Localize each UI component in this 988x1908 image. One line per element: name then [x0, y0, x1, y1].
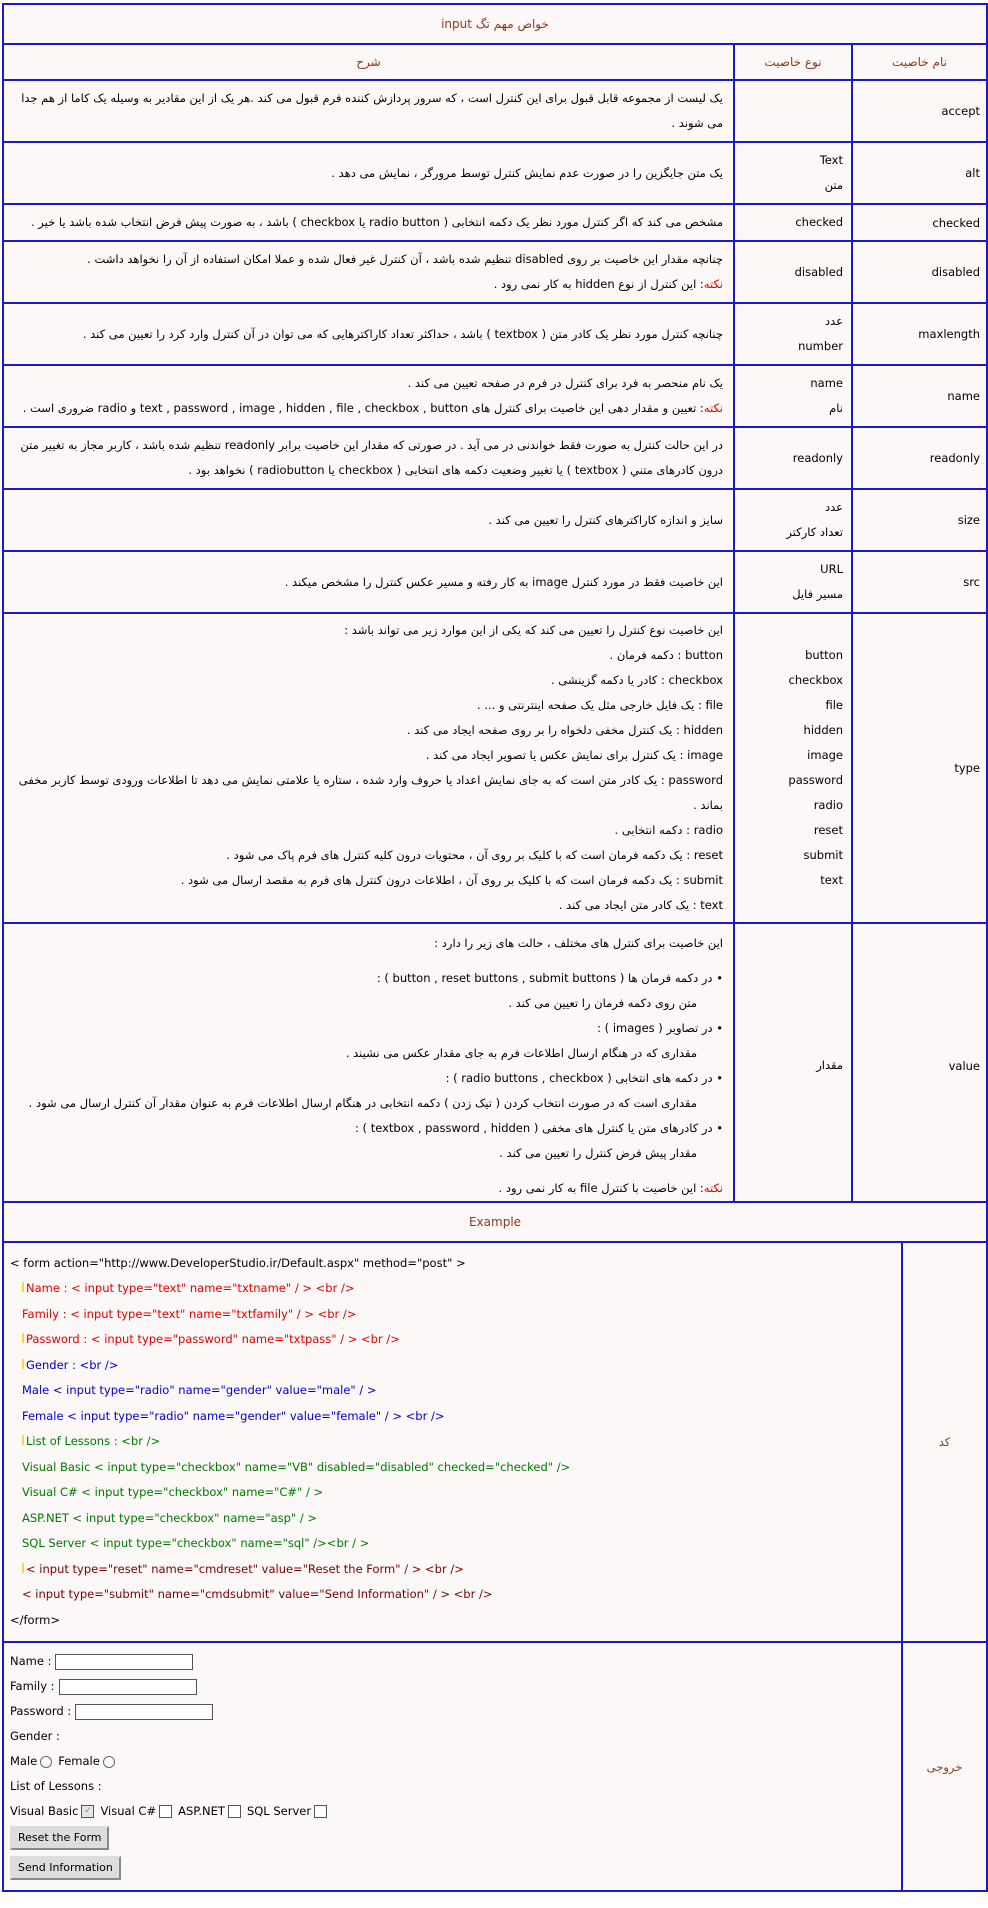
code-line [10, 1378, 895, 1404]
note-line [14, 1176, 723, 1201]
description-line: • در دکمه های انتخابی ( radio buttons , checkbox ) : [445, 1070, 723, 1085]
description-line: چنانچه کنترل مورد نظر یک کادر متن ( textbox ) باشد ، حداکثر تعداد کاراکترهایی که می توان در آن کنترل وارد کرد را تعیین می کند . [82, 326, 723, 341]
row-type [734, 427, 852, 489]
code-line [10, 1455, 895, 1481]
highlight-marker [22, 1282, 24, 1292]
lessons-label: List of Lessons : [10, 1779, 102, 1793]
description-line: یک متن جایگزین را در صورت عدم نمایش کنترل توسط مرورگر ، نمایش می دهد . [331, 165, 723, 180]
description-line: یک لیست از مجموعه قابل قبول برای این کنترل است ، که سرور پردازش کننده فرم قبول می کند .هر یک از این مقادیر به وسیله یک کاما از هم جدا می شوند . [21, 91, 723, 130]
code-text: Visual Basic < input type="checkbox" name="VB" disabled="disabled" checked="checked" /> [22, 1459, 571, 1474]
code-line [10, 1608, 895, 1634]
type-value: مقدار [816, 1058, 843, 1072]
code-line [10, 1429, 895, 1455]
description-line: این خاصیت برای کنترل های مختلف ، حالت های زیر را دارد : [434, 935, 723, 950]
type-value: Text [819, 153, 843, 167]
type-value: readonly [792, 450, 843, 465]
code-text: Male < input type="radio" name="gender" value="male" / > [22, 1383, 377, 1398]
note-label: نکته [703, 277, 723, 291]
lessons-checkboxes [10, 1799, 895, 1824]
type-value: URL [820, 562, 843, 576]
type-value: نام [829, 401, 843, 415]
code-line [10, 1582, 895, 1608]
row-description [3, 427, 734, 489]
name-label: Name : [10, 1654, 52, 1668]
table-row [3, 204, 987, 241]
description-line: متن روی دکمه فرمان را تعیین می کند . [508, 995, 697, 1010]
row-description [3, 489, 734, 551]
note-text: : این کنترل از نوع hidden به کار نمی رود . [493, 277, 704, 291]
table-title: خواص مهم تگ input [3, 4, 987, 44]
code-text: < input type="reset" name="cmdreset" value="Reset the Form" / > <br /> [26, 1561, 464, 1576]
description-line: image : یک کنترل برای نمایش عکس یا تصویر ایجاد می کند . [425, 748, 723, 762]
note-label: نکته [703, 401, 723, 415]
example-table [2, 1201, 988, 1892]
code-line [10, 1404, 895, 1430]
type-value: name [810, 376, 843, 390]
type-value: تعداد کارکتر [786, 525, 843, 539]
row-type [734, 303, 852, 365]
code-line [10, 1557, 895, 1583]
code-line [10, 1531, 895, 1557]
code-text: Password : < input type="password" name="txtpass" / > <br /> [26, 1332, 400, 1347]
row-description [3, 142, 734, 204]
row-description [3, 303, 734, 365]
reset-button[interactable]: Reset the Form [10, 1826, 109, 1850]
type-value: submit [803, 848, 843, 862]
code-text: < form action="http://www.DeveloperStudio.ir/Default.aspx" method="post" > [10, 1255, 466, 1270]
description-line: checkbox : کادر یا دکمه گزینشی . [550, 673, 723, 687]
type-value: متن [824, 178, 843, 192]
row-name: type [852, 613, 987, 923]
row-name: size [852, 489, 987, 551]
type-value: text [820, 873, 843, 887]
description-line: submit : یک دکمه فرمان است که با کلیک بر روی آن ، اطلاعات درون کنترل های فرم به مقصد ارسال می شود . [180, 873, 723, 887]
table-row [3, 303, 987, 365]
description-line: radio : دکمه انتخابی . [614, 823, 723, 837]
lesson-checkbox[interactable] [314, 1805, 327, 1818]
type-value: button [805, 648, 843, 662]
password-label: Password : [10, 1704, 72, 1718]
highlight-marker [22, 1563, 24, 1573]
row-name: src [852, 551, 987, 613]
type-value: checked [795, 215, 843, 229]
table-row [3, 142, 987, 204]
properties-rows [3, 80, 987, 1208]
highlight-marker [22, 1435, 24, 1445]
description-line: • در تصاویر ( images ) : [597, 1020, 723, 1035]
code-block [3, 1242, 902, 1642]
highlight-marker [22, 1359, 24, 1369]
family-label: Family : [10, 1679, 55, 1693]
code-text: ASP.NET < input type="checkbox" name="asp" / > [22, 1510, 318, 1525]
table-row [3, 551, 987, 613]
note-text: : تعیین و مقدار دهی این خاصیت برای کنترل های text , password , image , hidden , file , checkbox , button و radio ضروری است . [22, 401, 704, 415]
lesson-checkbox[interactable] [159, 1805, 172, 1818]
row-name: readonly [852, 427, 987, 489]
code-text: Gender : <br /> [26, 1357, 119, 1372]
row-description [3, 551, 734, 613]
row-name: value [852, 923, 987, 1208]
header-type: نوع خاصیت [734, 44, 852, 80]
description-line: مقداری که در هنگام ارسال اطلاعات فرم به جای مقدار عکس می نشیند . [345, 1045, 697, 1060]
description-line: مقدار پیش فرض کنترل را تعیین می کند . [499, 1145, 697, 1160]
description-line: button : دکمه فرمان . [609, 648, 723, 662]
table-row [3, 613, 987, 923]
row-type [734, 204, 852, 241]
row-description [3, 204, 734, 241]
description-line: در این حالت کنترل به صورت فقط خواندنی در می آید . در صورتی که مقدار این خاصیت برابر readonly تنظیم شده باشد ، کاربر مجاز به تغییر متن درون کادرهای متني ( textbox ) یا تغییر وضعیت دکمه های انتخابی ( checkbox یا radiobutton ) نخواهد بود . [20, 438, 723, 477]
lesson-label: Visual C# [100, 1804, 157, 1818]
description-line: • در کادرهای متن یا کنترل های مخفی ( textbox , password , hidden ) : [355, 1120, 723, 1135]
description-line: reset : یک دکمه فرمان است که با کلیک بر روی آن ، محتویات درون کلیه کنترل های فرم پاک می شود . [226, 848, 723, 862]
code-line [10, 1302, 895, 1328]
example-title: Example [3, 1202, 987, 1242]
note-line [14, 396, 723, 421]
table-row [3, 80, 987, 142]
description-line: text : یک کادر متن ایجاد می کند . [558, 898, 723, 912]
type-value: عدد [824, 314, 843, 328]
code-text: Name : < input type="text" name="txtname" / > <br /> [26, 1281, 355, 1296]
table-row [3, 923, 987, 1208]
properties-table [2, 3, 988, 1209]
row-description [3, 80, 734, 142]
male-label: Male [10, 1754, 38, 1768]
row-description [3, 365, 734, 427]
row-description [3, 613, 734, 923]
description-line: این خاصیت نوع کنترل را تعیین می کند که یکی از این موارد زیر می تواند باشد : [344, 623, 723, 637]
table-row [3, 489, 987, 551]
male-radio[interactable] [40, 1756, 52, 1768]
code-text: SQL Server < input type="checkbox" name="sql" /><br / > [22, 1536, 370, 1551]
row-type [734, 241, 852, 303]
row-name: maxlength [852, 303, 987, 365]
code-line [10, 1251, 895, 1277]
code-line [10, 1276, 895, 1302]
table-row [3, 365, 987, 427]
code-text: Visual C# < input type="checkbox" name="C#" / > [22, 1485, 324, 1500]
description-line: • در دکمه فرمان ها ( button , reset buttons , submit buttons ) : [376, 970, 723, 985]
description-line: سایز و اندازه کاراکترهای کنترل را تعیین می کند . [488, 512, 723, 527]
code-line [10, 1480, 895, 1506]
code-line [10, 1327, 895, 1353]
header-desc: شرح [3, 44, 734, 80]
family-input[interactable] [59, 1679, 197, 1695]
row-type [734, 923, 852, 1208]
description-line: file : یک فایل خارجی مثل یک صفحه اینترنتی و ... . [477, 698, 723, 712]
description-line: مقداری است که در صورت انتخاب کردن ( تیک زدن ) دکمه انتخابی در هنگام ارسال اطلاعات فرم به عنوان مقدار آن کنترل ارسال می شود . [28, 1095, 697, 1110]
code-text: </form> [10, 1612, 60, 1627]
row-name: disabled [852, 241, 987, 303]
row-type [734, 489, 852, 551]
row-type [734, 142, 852, 204]
description-line: یک نام منحصر به فرد برای کنترل در فرم در صفحه تعیین می کند . [407, 376, 723, 390]
output-label: خروجی [902, 1642, 987, 1891]
type-value: hidden [803, 723, 843, 737]
type-value: checkbox [788, 673, 843, 687]
code-text: Family : < input type="text" name="txtfamily" / > <br /> [22, 1306, 357, 1321]
note-line [14, 272, 723, 297]
lesson-label: ASP.NET [178, 1804, 225, 1818]
description-line: password : یک کادر متن است که به جای نمایش اعداد یا حروف وارد شده ، ستاره یا علامتی نمایش می دهد تا اطلاعات ورودی توسط کاربر مخفی بماند . [18, 773, 723, 812]
type-value: disabled [794, 264, 843, 279]
row-description [3, 923, 734, 1208]
code-line [10, 1353, 895, 1379]
description-line: hidden : یک کنترل مخفی دلخواه را بر روی صفحه ایجاد می کند . [406, 723, 723, 737]
code-text: List of Lessons : <br /> [26, 1434, 161, 1449]
row-type [734, 365, 852, 427]
row-name: accept [852, 80, 987, 142]
code-label: کد [902, 1242, 987, 1642]
type-value: image [807, 748, 843, 762]
table-row [3, 427, 987, 489]
name-input[interactable] [55, 1654, 193, 1670]
row-name: alt [852, 142, 987, 204]
type-value: number [798, 339, 843, 353]
code-text: < input type="submit" name="cmdsubmit" value="Send Information" / > <br /> [22, 1587, 493, 1602]
row-name: checked [852, 204, 987, 241]
row-type [734, 613, 852, 923]
type-value: radio [813, 798, 843, 812]
code-text: Female < input type="radio" name="gender" value="female" / > <br /> [22, 1408, 445, 1423]
type-value: عدد [824, 500, 843, 514]
row-name: name [852, 365, 987, 427]
lesson-label: SQL Server [246, 1804, 312, 1818]
description-line: چنانچه مقدار این خاصیت بر روی disabled تنظیم شده باشد ، آن کنترل غیر فعال شده و عملا امکان استفاده از آن را نخواهد داشت . [87, 252, 723, 266]
header-name: نام خاصیت [852, 44, 987, 80]
note-label: نکته [703, 1180, 723, 1195]
note-text: : این خاصیت با کنترل file به کار نمی رود . [498, 1180, 704, 1195]
submit-button[interactable]: Send Information [10, 1856, 121, 1880]
female-label: Female [58, 1754, 100, 1768]
lesson-label: Visual Basic [10, 1804, 79, 1818]
description-line: این خاصیت فقط در مورد کنترل image به کار رفته و مسیر عکس کنترل را مشخص میکند . [284, 574, 723, 589]
code-line [10, 1506, 895, 1532]
row-type [734, 80, 852, 142]
row-type [734, 551, 852, 613]
type-value: file [825, 698, 843, 712]
lesson-checkbox[interactable] [228, 1805, 241, 1818]
table-row [3, 241, 987, 303]
highlight-marker [22, 1333, 24, 1343]
output-block [3, 1642, 902, 1891]
password-input[interactable] [75, 1704, 213, 1720]
row-description [3, 241, 734, 303]
type-value: reset [813, 823, 843, 837]
type-value: password [788, 773, 843, 787]
lesson-checkbox: ✓ [81, 1805, 94, 1818]
type-value: مسیر فایل [792, 587, 843, 601]
gender-label: Gender : [10, 1729, 60, 1743]
description-line: مشخص می کند که اگر کنترل مورد نظر یک دکمه انتخابی ( radio button یا checkbox ) باشد ، به صورت پیش فرض انتخاب شده باشد یا خیر . [30, 215, 723, 229]
female-radio[interactable] [103, 1756, 115, 1768]
